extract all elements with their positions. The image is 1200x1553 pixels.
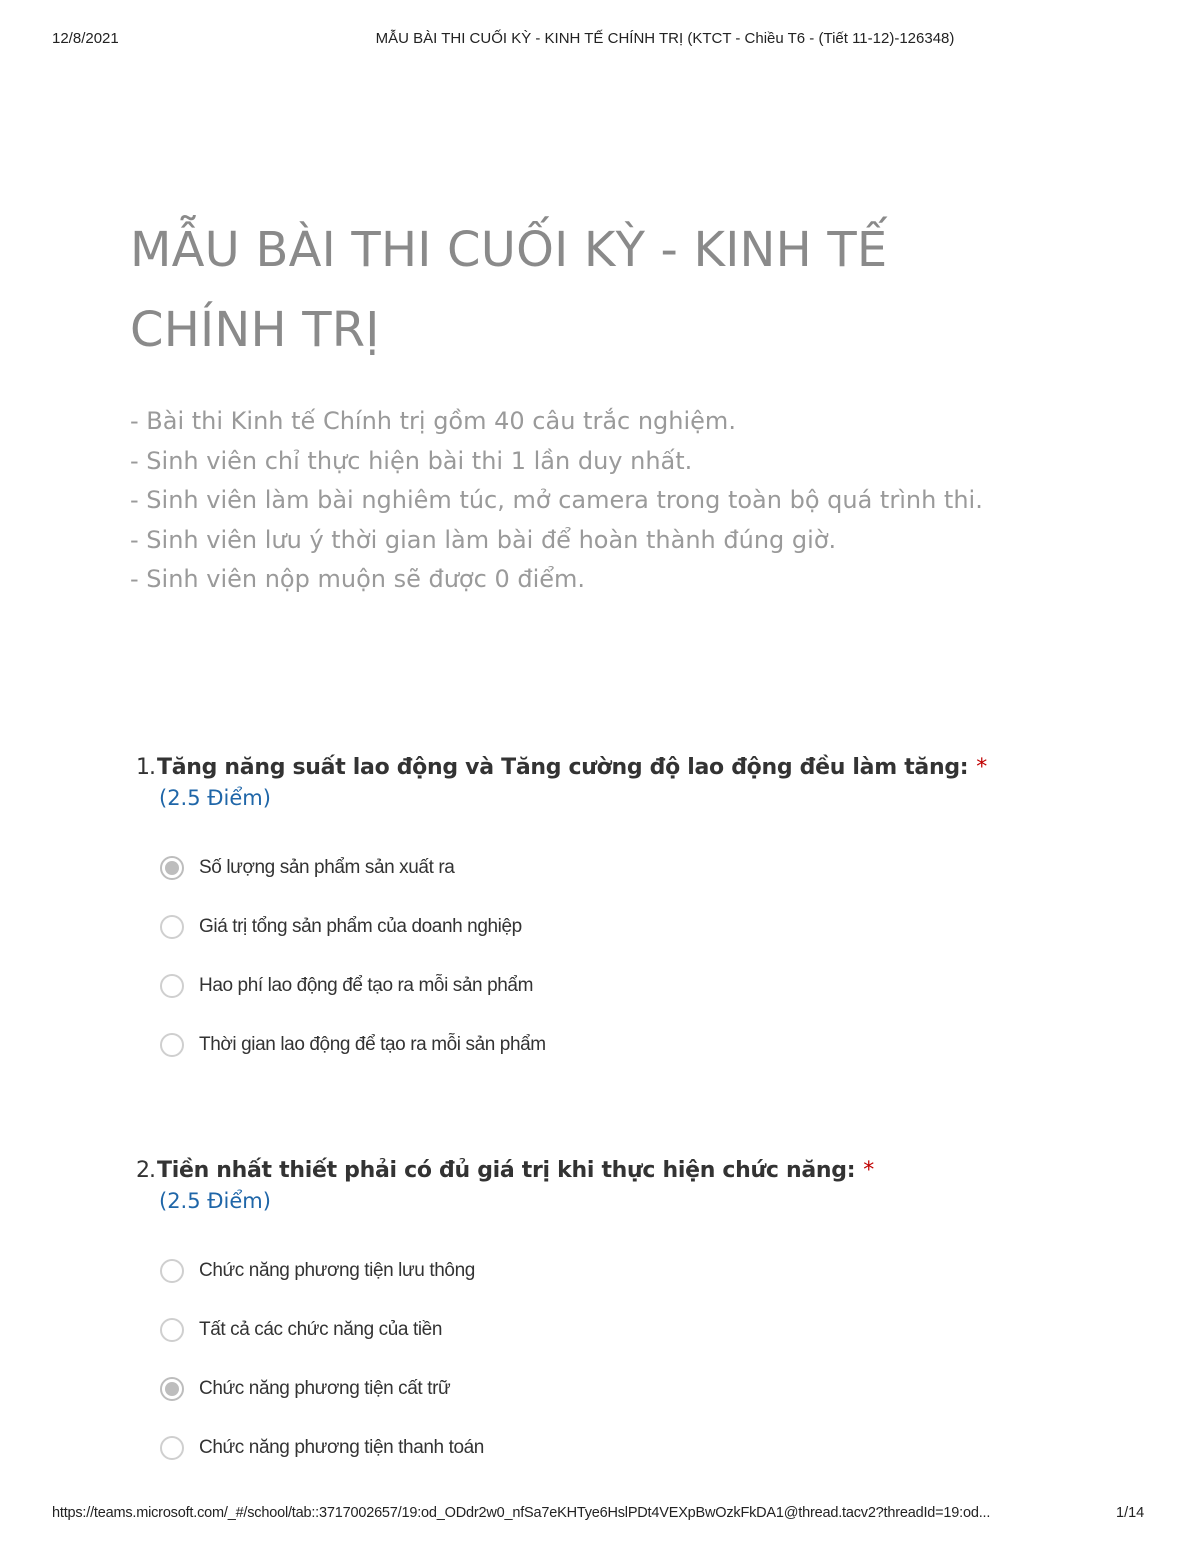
answer-option-label: Chức năng phương tiện thanh toán <box>199 1436 484 1458</box>
answer-option[interactable] <box>160 838 1136 897</box>
description-line: - Sinh viên nộp muộn sẽ được 0 điểm. <box>130 565 586 593</box>
question-header <box>136 1158 1136 1183</box>
answer-option-label: Chức năng phương tiện lưu thông <box>199 1259 475 1281</box>
answer-option[interactable] <box>160 1015 1136 1074</box>
question-text: Tiền nhất thiết phải có đủ giá trị khi thực hiện chức năng: <box>157 1158 856 1183</box>
print-url: https://teams.microsoft.com/_#/school/tab::3717002657/19:od_ODdr2w0_nfSa7eKHTye6HslPDt4VEXpBwOzkFkDA1@thread.tacv2?threadId=19:od... <box>52 1505 991 1521</box>
radio-unselected-icon[interactable] <box>160 915 184 939</box>
radio-selected-icon[interactable] <box>160 856 184 880</box>
answer-option-label: Tất cả các chức năng của tiền <box>199 1318 442 1340</box>
form-title <box>130 210 1090 370</box>
answer-options <box>160 1241 1136 1477</box>
question-number: 1. <box>136 755 155 780</box>
required-asterisk: * <box>976 755 988 780</box>
radio-unselected-icon[interactable] <box>160 1436 184 1460</box>
question-points: (2.5 Điểm) <box>159 1189 271 1213</box>
radio-unselected-icon[interactable] <box>160 974 184 998</box>
description-line: - Sinh viên lưu ý thời gian làm bài để hoàn thành đúng giờ. <box>130 525 837 554</box>
description-line: - Bài thi Kinh tế Chính trị gồm 40 câu trắc nghiệm. <box>130 407 736 435</box>
form-title-line-2: CHÍNH TRỊ <box>130 302 380 358</box>
question-1 <box>136 755 1136 1074</box>
radio-selected-icon[interactable] <box>160 1377 184 1401</box>
answer-option[interactable] <box>160 956 1136 1015</box>
print-header <box>0 28 1200 52</box>
radio-unselected-icon[interactable] <box>160 1259 184 1283</box>
required-asterisk: * <box>863 1158 875 1183</box>
answer-options <box>160 838 1136 1074</box>
question-points: (2.5 Điểm) <box>159 786 271 810</box>
question-number: 2. <box>136 1158 155 1183</box>
page-number: 1/14 <box>1116 1505 1145 1521</box>
description-line: - Sinh viên chỉ thực hiện bài thi 1 lần duy nhất. <box>130 446 693 475</box>
question-2 <box>136 1158 1136 1477</box>
answer-option-label: Hao phí lao động để tạo ra mỗi sản phẩm <box>199 974 534 996</box>
answer-option[interactable] <box>160 1418 1136 1477</box>
form-title-line-1: MẪU BÀI THI CUỐI KỲ - KINH TẾ <box>130 222 888 278</box>
answer-option[interactable] <box>160 1300 1136 1359</box>
print-document-title: MẪU BÀI THI CUỐI KỲ - KINH TẾ CHÍNH TRỊ (KTCT - Chiều T6 - (Tiết 11-12)-126348) <box>375 30 955 47</box>
radio-unselected-icon[interactable] <box>160 1318 184 1342</box>
answer-option[interactable] <box>160 897 1136 956</box>
answer-option-label: Thời gian lao động để tạo ra mỗi sản phẩm <box>199 1033 546 1055</box>
form-description <box>130 402 1130 600</box>
question-header <box>136 755 1136 780</box>
radio-unselected-icon[interactable] <box>160 1033 184 1057</box>
description-line: - Sinh viên làm bài nghiêm túc, mở camera trong toàn bộ quá trình thi. <box>130 486 983 514</box>
answer-option-label: Chức năng phương tiện cất trữ <box>199 1377 451 1399</box>
print-date: 12/8/2021 <box>52 30 119 47</box>
answer-option[interactable] <box>160 1241 1136 1300</box>
answer-option-label: Giá trị tổng sản phẩm của doanh nghiệp <box>199 915 522 937</box>
question-text: Tăng năng suất lao động và Tăng cường độ lao động đều làm tăng: <box>157 755 969 780</box>
answer-option[interactable] <box>160 1359 1136 1418</box>
answer-option-label: Số lượng sản phẩm sản xuất ra <box>199 856 455 878</box>
